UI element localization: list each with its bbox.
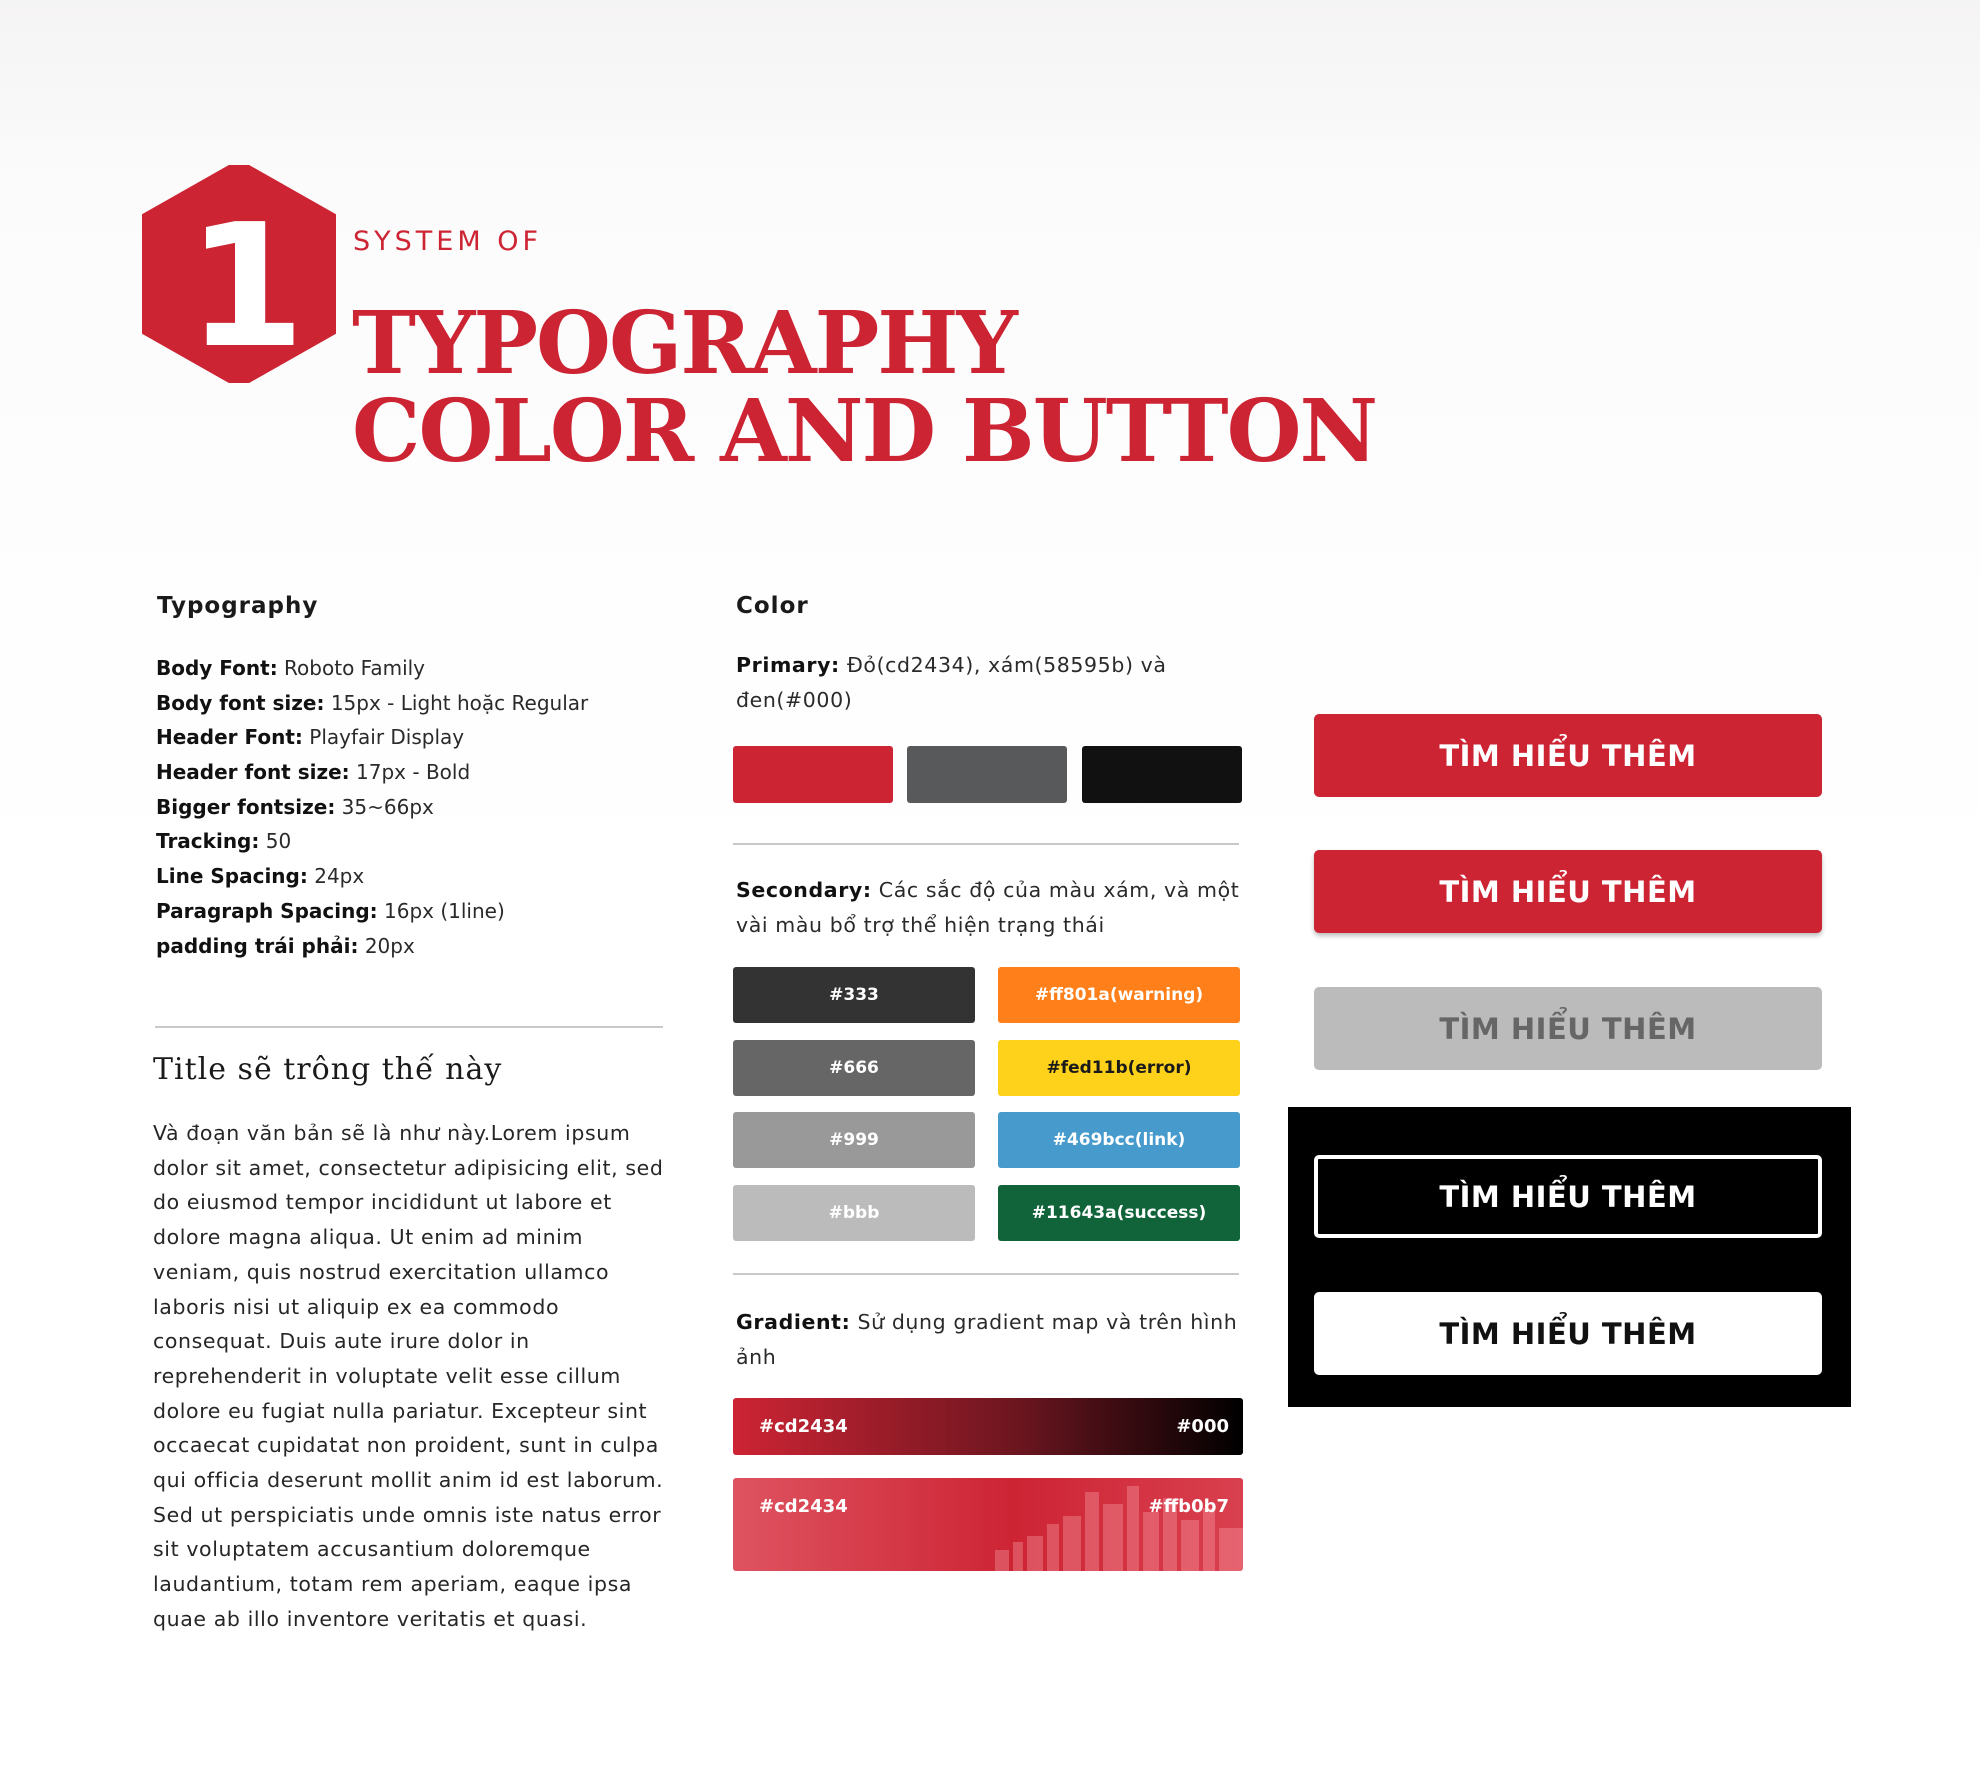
spec-tracking: Tracking: 50 [156, 829, 292, 854]
primary-color-description: Primary: Đỏ(cd2434), xám(58595b) và đen(#000) [736, 653, 1167, 712]
gradient-start-label: #cd2434 [759, 1416, 848, 1437]
cta-button-disabled[interactable]: TÌM HIỂU THÊM [1314, 987, 1822, 1070]
cta-button-outline-dark[interactable]: TÌM HIỂU THÊM [1314, 1155, 1822, 1238]
primary-swatch-gray [907, 746, 1067, 803]
spec-bigger-fontsize: Bigger fontsize: 35~66px [156, 794, 434, 819]
spec-header-font-size: Header font size: 17px - Bold [156, 760, 471, 785]
primary-swatch-black [1082, 746, 1242, 803]
badge-number: 1 [186, 188, 306, 383]
city-skyline-image [733, 1478, 1243, 1571]
state-chip-success: #11643a(success) [998, 1185, 1240, 1241]
cta-button-white-dark[interactable]: TÌM HIỂU THÊM [1314, 1292, 1822, 1375]
sample-title: Title sẽ trông thế này [153, 1052, 503, 1087]
secondary-color-description: Secondary: Các sắc độ của màu xám, và một vài màu bổ trợ thể hiện trạng thái [736, 878, 1240, 937]
color-heading: Color [736, 593, 809, 619]
divider [733, 1273, 1239, 1275]
cta-button-primary-hover[interactable]: TÌM HIỂU THÊM [1314, 850, 1822, 933]
divider [155, 1026, 663, 1028]
gradient-description: Gradient: Sử dụng gradient map và trên hình ảnh [736, 1310, 1238, 1369]
gray-chip-bbb: #bbb [733, 1185, 975, 1241]
spec-body-font: Body Font: Roboto Family [156, 656, 426, 680]
gradient-end-label: #000 [1176, 1416, 1229, 1437]
title-line-2: COLOR AND BUTTON [352, 381, 1377, 482]
gradient-bar-image-overlay [733, 1478, 1243, 1571]
primary-swatch-red [733, 746, 893, 803]
state-chip-link: #469bcc(link) [998, 1112, 1240, 1168]
gradient-bar-red-black [733, 1398, 1243, 1455]
spec-line-spacing: Line Spacing: 24px [156, 864, 365, 889]
typography-heading: Typography [157, 593, 319, 619]
cta-button-primary[interactable]: TÌM HIỂU THÊM [1314, 714, 1822, 797]
state-chip-error: #fed11b(error) [998, 1040, 1240, 1096]
spec-body-font-size: Body font size: 15px - Light hoặc Regular [156, 690, 589, 715]
typography-spec-list [156, 651, 676, 963]
spec-header-font: Header Font: Playfair Display [156, 725, 465, 750]
gradient-end-label: #ffb0b7 [1148, 1496, 1229, 1517]
spec-padding: padding trái phải: 20px [156, 933, 415, 958]
title-line-1: TYPOGRAPHY [352, 293, 1016, 394]
gray-chip-333: #333 [733, 967, 975, 1023]
gradient-start-label: #cd2434 [759, 1496, 848, 1517]
gray-chip-666: #666 [733, 1040, 975, 1096]
section-number-badge [142, 165, 336, 383]
state-chip-warning: #ff801a(warning) [998, 967, 1240, 1023]
header-kicker: SYSTEM OF [353, 226, 542, 257]
divider [733, 843, 1239, 845]
page-title [352, 293, 1377, 482]
gray-chip-999: #999 [733, 1112, 975, 1168]
sample-paragraph: Và đoạn văn bản sẽ là như này.Lorem ipsum dolor sit amet, consectetur adipisicing elit, sed do eiusmod tempor incididunt ut labore et dolore magna aliqua. Ut enim ad minim veniam, quis nostrud exercitation ullamco laboris nisi ut aliquip ex ea commodo consequat. Duis aute irure dolor in reprehenderit in voluptate velit esse cillum dolore eu fugiat nulla pariatur. Excepteur sint occaecat cupidatat non proident, sunt in culpa qui officia deserunt mollit anim id est laborum. Sed ut perspiciatis unde omnis iste natus error sit voluptatem accusantium doloremque laudantium, totam rem aperiam, eaque ipsa quae ab illo inventore veritatis et quasi. [153, 1121, 664, 1631]
spec-paragraph-spacing: Paragraph Spacing: 16px (1line) [156, 898, 505, 923]
